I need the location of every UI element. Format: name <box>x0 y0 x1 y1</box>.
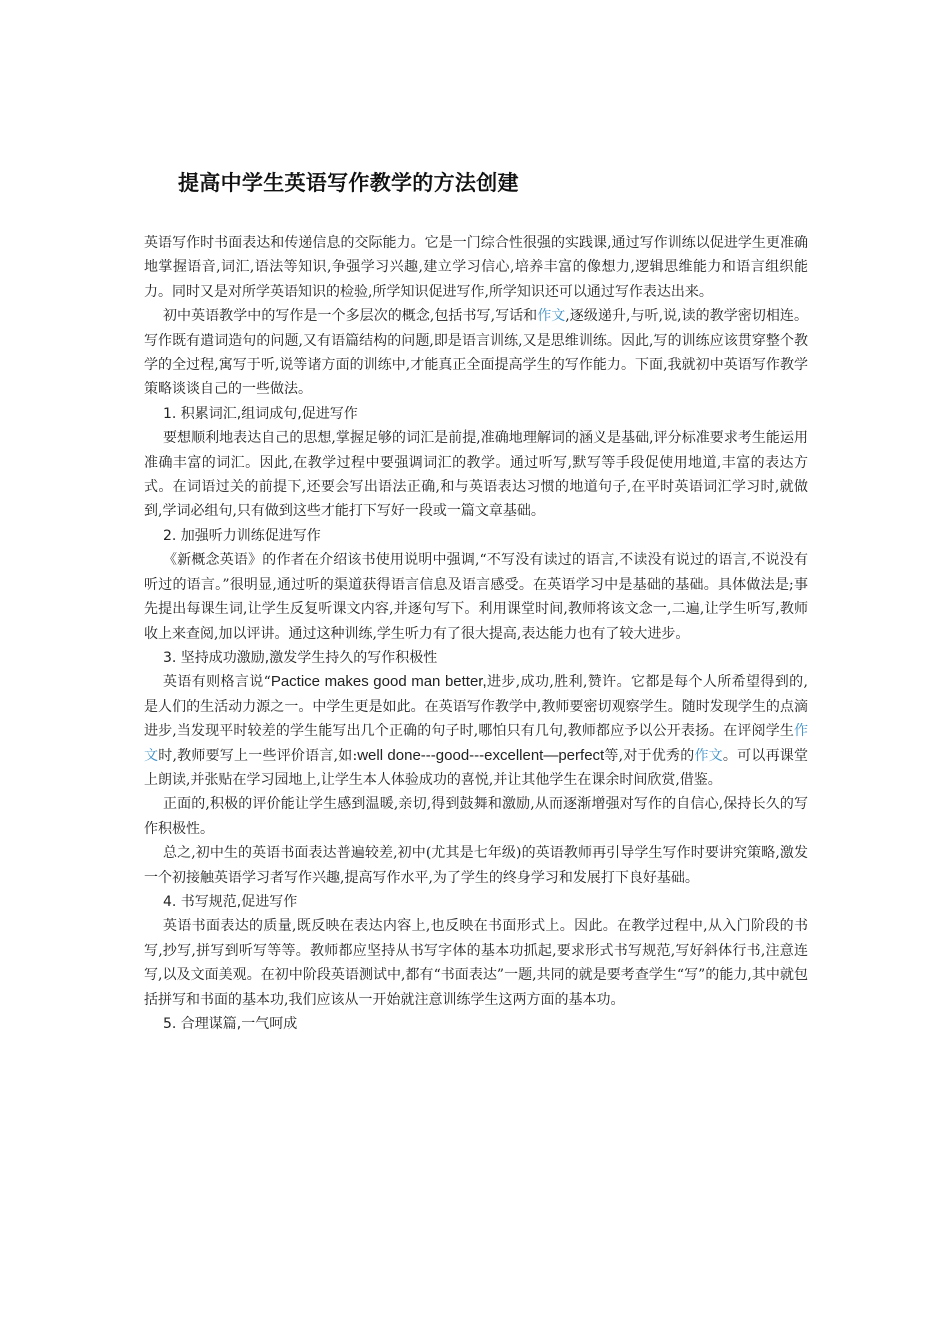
paragraph-text: 时,教师要写上一些评价语言,如: <box>158 747 358 764</box>
english-comments: well done---good---excellent—perfect <box>357 746 605 764</box>
paragraph-6: 正面的,积极的评价能让学生感到温暖,亲切,得到鼓舞和激励,从而逐渐增强对写作的自信心,保持长久的写作积极性。 <box>144 796 808 837</box>
paragraph-intro: 英语写作时书面表达和传递信息的交际能力。它是一门综合性很强的实践课,通过写作训练以促进学生更准确地掌握语音,词汇,语法等知识,争强学习兴趣,建立学习信心,培养丰富的像想力,逻辑思维能力和语言组织能力。同时又是对所学英语知识的检验,所学知识促进写作,所学知识还可以通过写作表达出来。 <box>144 235 808 300</box>
english-quote: Pactice makes good man better, <box>270 673 487 691</box>
section-heading-4: 4. 书写规范,促进写作 <box>163 893 298 910</box>
document-title: 提高中学生英语写作教学的方法创建 <box>178 171 519 195</box>
section-heading-1: 1. 积累词汇,组词成句,促进写作 <box>163 405 358 422</box>
paragraph-text: 。可以再课堂上朗读,并张贴在学习园地上,让学生本人体验成功的喜悦,并让其他学生在课余时间欣赏,借鉴。 <box>144 747 809 788</box>
composition-link[interactable]: 作文 <box>144 723 808 764</box>
section-heading-5: 5. 合理谋篇,一气呵成 <box>163 1016 298 1032</box>
paragraph-text: 进步,成功,胜利,赞许。它都是每个人所希望得到的,是人们的生活动力源之一。中学生更是如此。在英语写作教学中,教师要密切观察学生。随时发现学生的点滴进步,当发现平时较差的学生能写出几个正确的句子时,哪怕只有几句,教师都应予以公开表扬。在评阅学生 <box>144 674 808 740</box>
paragraph-text: 等,对于优秀的 <box>604 747 695 764</box>
paragraph-7: 总之,初中生的英语书面表达普遍较差,初中(尤其是七年级)的英语教师再引导学生写作时要讲究策略,激发一个初接触英语学习者写作兴趣,提高写作水平,为了学生的终身学习和发展打下良好基础。 <box>144 845 808 886</box>
paragraph-text: 初中英语教学中的写作是一个多层次的概念,包括书写,写话和 <box>163 308 538 325</box>
paragraph-3: 要想顺利地表达自己的思想,掌握足够的词汇是前提,准确地理解词的涵义是基础,评分标准要求考生能运用准确丰富的词汇。因此,在教学过程中要强调词汇的教学。通过听写,默写等手段促使用地道,丰富的表达方式。在词语过关的前提下,还要会写出语法正确,和与英语表达习惯的地道句子,在平时英语词汇学习时,就做到,学词必组句,只有做到这些才能打下写好一段或一篇文章基础。 <box>144 430 808 520</box>
composition-link[interactable]: 作文 <box>537 308 566 325</box>
paragraph-5 <box>144 670 808 792</box>
paragraph-4: 《新概念英语》的作者在介绍该书使用说明中强调,“不写没有读过的语言,不读没有说过的语言,不说没有听过的语言。”很明显,通过听的渠道获得语言信息及语言感受。在英语学习中是基础的基础。具体做法是;事先提出每课生词,让学生反复听课文内容,并逐句写下。利用课堂时间,教师将该文念一,二遍,让学生听写,教师收上来查阅,加以评讲。通过这种训练,学生听力有了很大提高,表达能力也有了较大进步。 <box>144 552 808 642</box>
paragraph-8: 英语书面表达的质量,既反映在表达内容上,也反映在书面形式上。因此。在教学过程中,从入门阶段的书写,抄写,拼写到听写等等。教师都应坚持从书写字体的基本功抓起,要求形式书写规范,写好斜体行书,注意连写,以及文面美观。在初中阶段英语测试中,都有“书面表达”一题,共同的就是要考查学生“写”的能力,其中就包括拼写和书面的基本功,我们应该从一开始就注意训练学生这两方面的基本功。 <box>144 918 808 1008</box>
section-heading-2: 2. 加强听力训练促进写作 <box>163 527 321 544</box>
paragraph-2 <box>144 304 808 402</box>
document-body <box>144 231 808 1036</box>
paragraph-text: ,逐级递升,与听,说,读的教学密切相连。写作既有遣词造句的问题,又有语篇结构的问题,即是语言训练,又是思维训练。因此,写的训练应该贯穿整个教学的全过程,寓写于听,说等诸方面的训练中,才能真正全面提高学生的写作能力。下面,我就初中英语写作教学策略谈谈自己的一些做法。 <box>144 308 808 398</box>
paragraph-text: 英语有则格言说“ <box>163 674 271 691</box>
composition-link[interactable]: 作文 <box>694 747 723 764</box>
section-heading-3: 3. 坚持成功激励,激发学生持久的写作积极性 <box>163 649 438 666</box>
